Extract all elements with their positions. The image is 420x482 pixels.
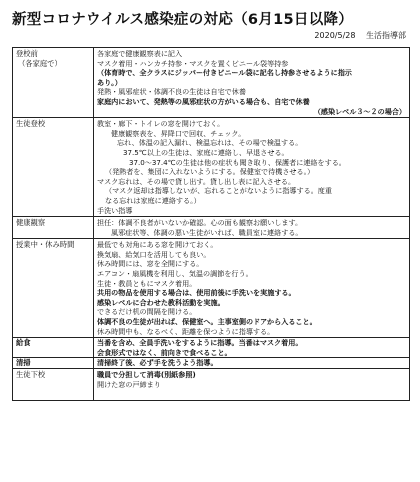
row-content [94, 118, 410, 217]
content-line: 風邪症状等、体調の悪い生徒がいれば、職員室に連絡する。 [111, 227, 303, 237]
content-line: マスク忘れは、その場で貸し出す。貸し出し表に記入させる。 [97, 176, 296, 186]
content-line: 37.0～37.4℃の生徒は他の症状も聞き取り、保護者に連絡をする。 [129, 157, 346, 167]
row-label [13, 369, 94, 401]
content-line: あり。） [97, 77, 122, 87]
row-label-line: 給食 [16, 338, 31, 348]
content-line: 37.5℃以上の生徒は、家庭に連絡し、早退させる。 [123, 147, 289, 157]
plan-row [13, 217, 410, 239]
content-line: 教室・廊下・トイレの窓を開けておく。 [97, 119, 225, 129]
content-line: 手洗い指導 [97, 205, 133, 215]
plan-row [13, 369, 410, 401]
plan-row [13, 358, 410, 369]
content-line: 休み時間には、窓を全開にする。 [97, 259, 204, 269]
content-line: 職員で分担して消毒(別紙参照) [97, 370, 196, 379]
content-line: 当番を含め、全員手洗いをするように指導。当番はマスク着用。 [97, 338, 303, 348]
row-label-line: 健康観察 [16, 218, 46, 228]
content-line [97, 389, 406, 399]
content-line: （マスク返却は指導しないが、忘れることがないように指導する。度重 [105, 186, 332, 196]
row-label [13, 48, 94, 118]
row-label-line: （各家庭で） [18, 58, 62, 68]
row-content [94, 369, 410, 401]
row-label-line: 清掃 [16, 358, 31, 368]
content-line: なる忘れは家庭に連絡する。） [105, 195, 201, 205]
content-line: 健康観察表を、昇降口で回収、チェック。 [111, 128, 246, 138]
row-content [94, 48, 410, 118]
plan-row [13, 48, 410, 118]
content-line: 清掃終了後、必ず手を洗うよう指導。 [97, 358, 218, 368]
row-label [13, 358, 94, 369]
response-plan-body [13, 48, 410, 401]
plan-row [13, 338, 410, 358]
content-line: 最低でも対角にある窓を開けておく。 [97, 240, 218, 250]
content-line: 発熱・風邪症状・体調不良の生徒は自宅で休養 [97, 87, 246, 97]
content-line: 会食形式ではなく、前向きで食べること。 [97, 347, 232, 357]
content-line: 家庭内において、発熱等の風邪症状の方がいる場合も、自宅で休養 [97, 96, 310, 106]
content-line: 各家庭で健康観察表に記入 [97, 49, 183, 58]
plan-row [13, 239, 410, 338]
content-line: 体調不良の生徒が出れば、保健室へ。主事室側のドアから入ること。 [97, 317, 317, 327]
response-plan-table [12, 47, 410, 401]
row-content [94, 358, 410, 369]
issuing-department: 生活指導部 [366, 31, 406, 40]
content-line: 担任：体調不良者がいないか確認。心の面も観察お願いします。 [97, 218, 303, 228]
row-label [13, 239, 94, 338]
content-line: （感染レベル３～２の場合） [313, 106, 406, 116]
row-content [94, 239, 410, 338]
row-label-line: 生徒登校 [16, 119, 46, 129]
content-line: エアコン・扇風機を利用し、気温の調節を行う。 [97, 269, 253, 279]
row-label-line: 生徒下校 [16, 370, 46, 379]
content-line: できるだけ机の間隔を開ける。 [97, 307, 197, 317]
content-line: 忘れ、体温の記入漏れ、検温忘れは、その場で検温する。 [117, 138, 303, 148]
content-line: （発熱者を、集団に入れないようにする。保健室で待機させる。） [105, 167, 315, 177]
content-line: 換気扇、給気口を活用しても良い。 [97, 249, 211, 259]
content-line: 共用の物品を使用する場合は、使用前後に手洗いを実施する。 [97, 288, 296, 298]
issue-date: 2020/5/28 [314, 31, 356, 40]
page-title: 新型コロナウイルス感染症の対応（6月15日以降） [12, 12, 354, 28]
document-meta [306, 30, 406, 41]
row-content [94, 338, 410, 358]
content-line: 感染レベルに合わせた教科活動を実施。 [97, 297, 225, 307]
row-label-line: 授業中・休み時間 [16, 240, 75, 250]
content-line: マスク着用・ハンカチ持参・マスクを置くビニール袋等持参 [97, 58, 289, 68]
content-line: （体育時で、全クラスにジッパー付きビニール袋に記名し持参させるように指示 [97, 68, 352, 78]
row-label [13, 338, 94, 358]
row-label [13, 118, 94, 217]
content-line: 開けた窓の戸締まり [97, 379, 161, 389]
row-label-line: 登校前 [16, 49, 38, 58]
plan-row [13, 118, 410, 217]
row-label [13, 217, 94, 239]
row-content [94, 217, 410, 239]
content-line: 生徒・教員ともにマスク着用。 [97, 278, 197, 288]
content-line: 休み時間中も、なるべく、距離を保つように指導する。 [97, 326, 275, 336]
